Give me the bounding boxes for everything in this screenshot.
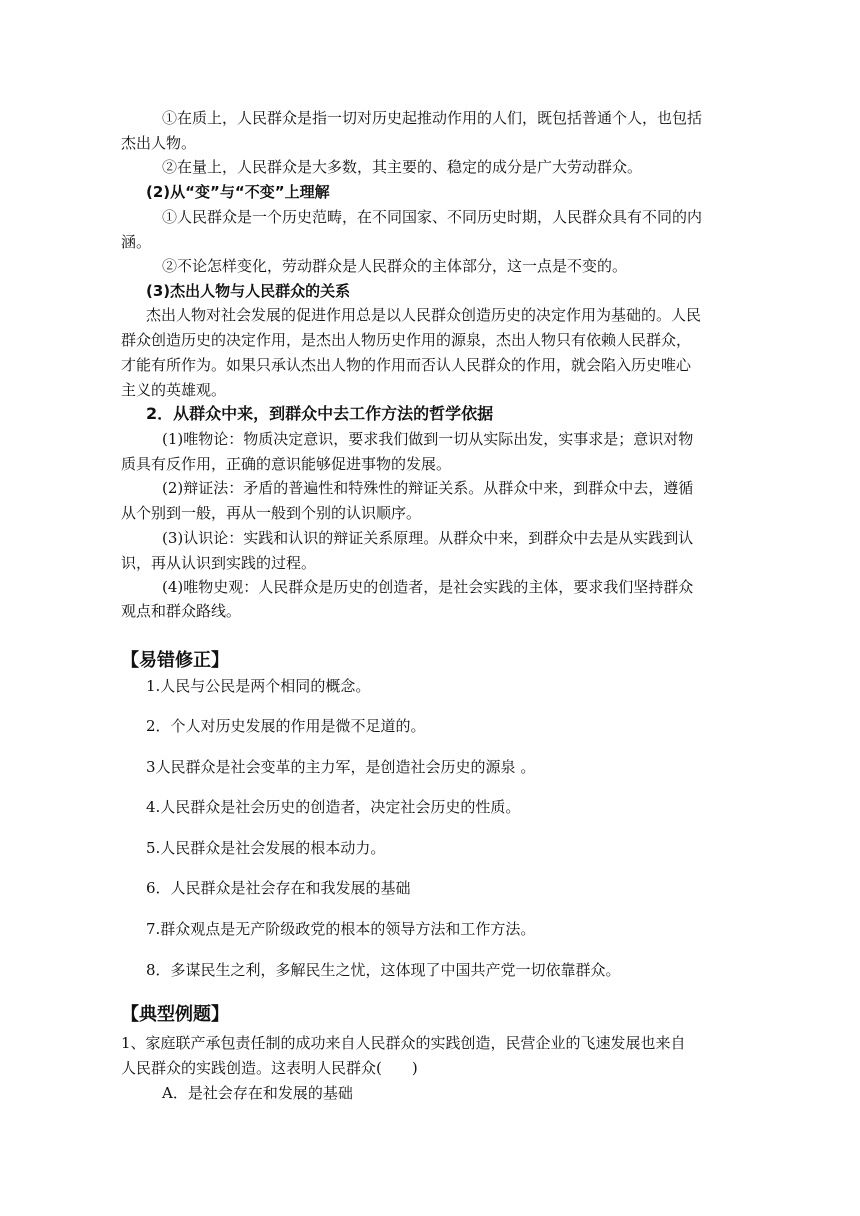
error-item: 4.人民群众是社会历史的创造者，决定社会历史的性质。 [146,798,521,816]
subheading: (2)从“变”与“不变”上理解 [146,183,330,201]
error-correction-title: 【易错修正】 [121,650,229,671]
error-item: 1.人民与公民是两个相同的概念。 [146,677,371,695]
question-line: 人民群众的实践创造。这表明人民群众( ) [121,1059,418,1077]
error-item: 2．个人对历史发展的作用是微不足道的。 [146,717,426,735]
text-line: ②不论怎样变化，劳动群众是人民群众的主体部分，这一点是不变的。 [162,257,628,275]
text-line: 才能有所作为。如果只承认杰出人物的作用而否认人民群众的作用，就会陷入历史唯心 [121,356,692,374]
error-item: 6．人民群众是社会存在和我发展的基础 [146,879,411,897]
text-line: (1)唯物论：物质决定意识，要求我们做到一切从实际出发，实事求是；意识对物 [162,430,694,448]
error-item: 7.群众观点是无产阶级政党的根本的领导方法和工作方法。 [146,920,536,938]
text-line: (4)唯物史观：人民群众是历史的创造者，是社会实践的主体，要求我们坚持群众 [162,578,694,596]
text-line: 涵。 [121,233,152,251]
text-line: 杰出人物对社会发展的促进作用总是以人民群众创造历史的决定作用为基础的。人民 [146,306,702,324]
text-line: 杰出人物。 [121,134,197,152]
text-line: ①在质上，人民群众是指一切对历史起推动作用的人们，既包括普通个人，也包括 [162,109,703,127]
option-a: A．是社会存在和发展的基础 [162,1084,353,1102]
question-line: 1、家庭联产承包责任制的成功来自人民群众的实践创造，民营企业的飞速发展也来自 [121,1034,686,1052]
text-line: (3)认识论：实践和认识的辩证关系原理。从群众中来，到群众中去是从实践到认 [162,529,694,547]
text-line: 质具有反作用，正确的意识能够促进事物的发展。 [121,455,452,473]
subheading: (3)杰出人物与人民群众的关系 [146,282,351,300]
text-line: ①人民群众是一个历史范畴，在不同国家、不同历史时期，人民群众具有不同的内 [162,208,703,226]
text-line: 观点和群众路线。 [121,602,242,620]
section-heading: 2．从群众中来，到群众中去工作方法的哲学依据 [146,404,494,423]
text-line: 主义的英雄观。 [121,381,227,399]
text-line: 群众创造历史的决定作用，是杰出人物历史作用的源泉，杰出人物只有依赖人民群众， [121,331,692,349]
error-item: 3人民群众是社会变革的主力军，是创造社会历史的源泉 。 [146,758,536,776]
text-line: (2)辩证法：矛盾的普遍性和特殊性的辩证关系。从群众中来，到群众中去，遵循 [162,479,694,497]
text-line: 识，再从认识到实践的过程。 [121,554,317,572]
error-item: 5.人民群众是社会发展的根本动力。 [146,839,386,857]
error-item: 8．多谋民生之利，多解民生之忧，这体现了中国共产党一切依靠群众。 [146,961,621,979]
example-title: 【典型例题】 [121,1004,229,1025]
text-line: 从个别到一般，再从一般到个别的认识顺序。 [121,504,422,522]
text-line: ②在量上，人民群众是大多数，其主要的、稳定的成分是广大劳动群众。 [162,158,643,176]
